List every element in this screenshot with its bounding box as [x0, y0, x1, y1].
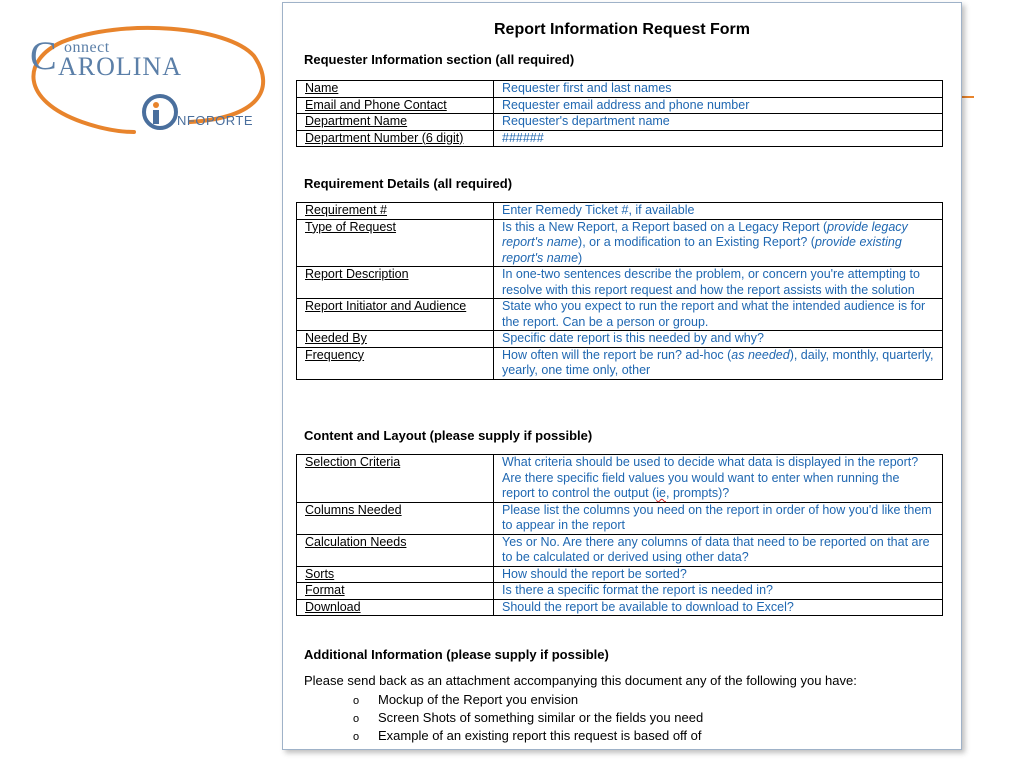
section-heading-requirement-details: Requirement Details (all required)	[304, 176, 513, 191]
row-description: State who you expect to run the report and what the intended audience is for the report. Can be a person or group.	[494, 299, 943, 331]
row-description: Is there a specific format the report is needed in?	[494, 583, 943, 600]
table-row	[297, 267, 943, 299]
row-label: Format	[297, 583, 494, 600]
logo-connect-text: onnect	[64, 39, 110, 56]
table-row	[297, 331, 943, 348]
row-description: In one-two sentences describe the problem, or concern you're attempting to resolve with this report request and how the report assists with the solution	[494, 267, 943, 299]
section-heading-additional-info: Additional Information (please supply if possible)	[304, 647, 609, 662]
bullet-icon: o	[353, 731, 360, 743]
table-row	[297, 534, 943, 566]
infoporte-i-icon	[142, 94, 178, 130]
row-label: Frequency	[297, 347, 494, 379]
section-heading-requester-info: Requester Information section (all required)	[304, 52, 575, 67]
row-label: Calculation Needs	[297, 534, 494, 566]
table-row	[297, 114, 943, 131]
connect-carolina-infoporte-logo	[22, 22, 272, 137]
row-label: Report Initiator and Audience	[297, 299, 494, 331]
row-label: Needed By	[297, 331, 494, 348]
row-label: Type of Request	[297, 219, 494, 267]
table-row	[297, 583, 943, 600]
table-row	[297, 347, 943, 379]
table-row	[297, 203, 943, 220]
row-description: Requester first and last names	[494, 81, 943, 98]
section-heading-content-layout: Content and Layout (please supply if possible)	[304, 428, 593, 443]
spellcheck-underline: ie	[656, 486, 666, 500]
table-row	[297, 97, 943, 114]
bullet-icon: o	[353, 695, 360, 707]
row-label: Department Name	[297, 114, 494, 131]
row-description: Enter Remedy Ticket #, if available	[494, 203, 943, 220]
row-description: How should the report be sorted?	[494, 566, 943, 583]
document-page	[282, 2, 962, 750]
table-row	[297, 81, 943, 98]
additional-info-list	[353, 691, 703, 745]
logo-infoporte-text: NFOPORTE	[177, 113, 253, 128]
requirement-details-table	[296, 202, 943, 380]
table-row	[297, 599, 943, 616]
row-description: Please list the columns you need on the report in order of how you'd like them to appear in the report	[494, 502, 943, 534]
requester-info-table	[296, 80, 943, 147]
row-label: Columns Needed	[297, 502, 494, 534]
row-description: How often will the report be run? ad-hoc (as needed), daily, monthly, quarterly, yearly, one time only, other	[494, 347, 943, 379]
row-description: Requester email address and phone number	[494, 97, 943, 114]
document-title: Report Information Request Form	[493, 21, 750, 38]
row-label: Download	[297, 599, 494, 616]
row-label: Selection Criteria	[297, 455, 494, 503]
table-row	[297, 566, 943, 583]
row-label: Report Description	[297, 267, 494, 299]
table-row	[297, 130, 943, 147]
row-label: Department Number (6 digit)	[297, 130, 494, 147]
row-description: What criteria should be used to decide what data is displayed in the report? Are there specific field values you would want to enter when running the report to control the output (ie, prompts)?	[494, 455, 943, 503]
bullet-icon: o	[353, 713, 360, 725]
content-layout-table	[296, 454, 943, 616]
logo-carolina-text: AROLINA	[58, 52, 182, 81]
row-description: Specific date report is this needed by and why?	[494, 331, 943, 348]
row-label: Email and Phone Contact	[297, 97, 494, 114]
row-description: Yes or No. Are there any columns of data that need to be reported on that are to be calculated or derived using other data?	[494, 534, 943, 566]
table-row	[297, 219, 943, 267]
row-label: Sorts	[297, 566, 494, 583]
table-row	[297, 455, 943, 503]
row-label: Name	[297, 81, 494, 98]
list-item: o Screen Shots of something similar or the fields you need	[353, 709, 703, 727]
row-description: Requester's department name	[494, 114, 943, 131]
table-row	[297, 299, 943, 331]
additional-info-intro: Please send back as an attachment accompanying this document any of the following you have:	[304, 673, 857, 688]
list-item: o Mockup of the Report you envision	[353, 691, 703, 709]
row-label: Requirement #	[297, 203, 494, 220]
row-description: Is this a New Report, a Report based on a Legacy Report (provide legacy report's name), or a modification to an Existing Report? (provide existing report's name)	[494, 219, 943, 267]
list-item: o Example of an existing report this request is based off of	[353, 727, 703, 745]
row-description: ######	[494, 130, 943, 147]
logo-connect-c: C	[30, 33, 57, 78]
row-description: Should the report be available to download to Excel?	[494, 599, 943, 616]
table-row	[297, 502, 943, 534]
orange-accent-line	[962, 96, 974, 98]
